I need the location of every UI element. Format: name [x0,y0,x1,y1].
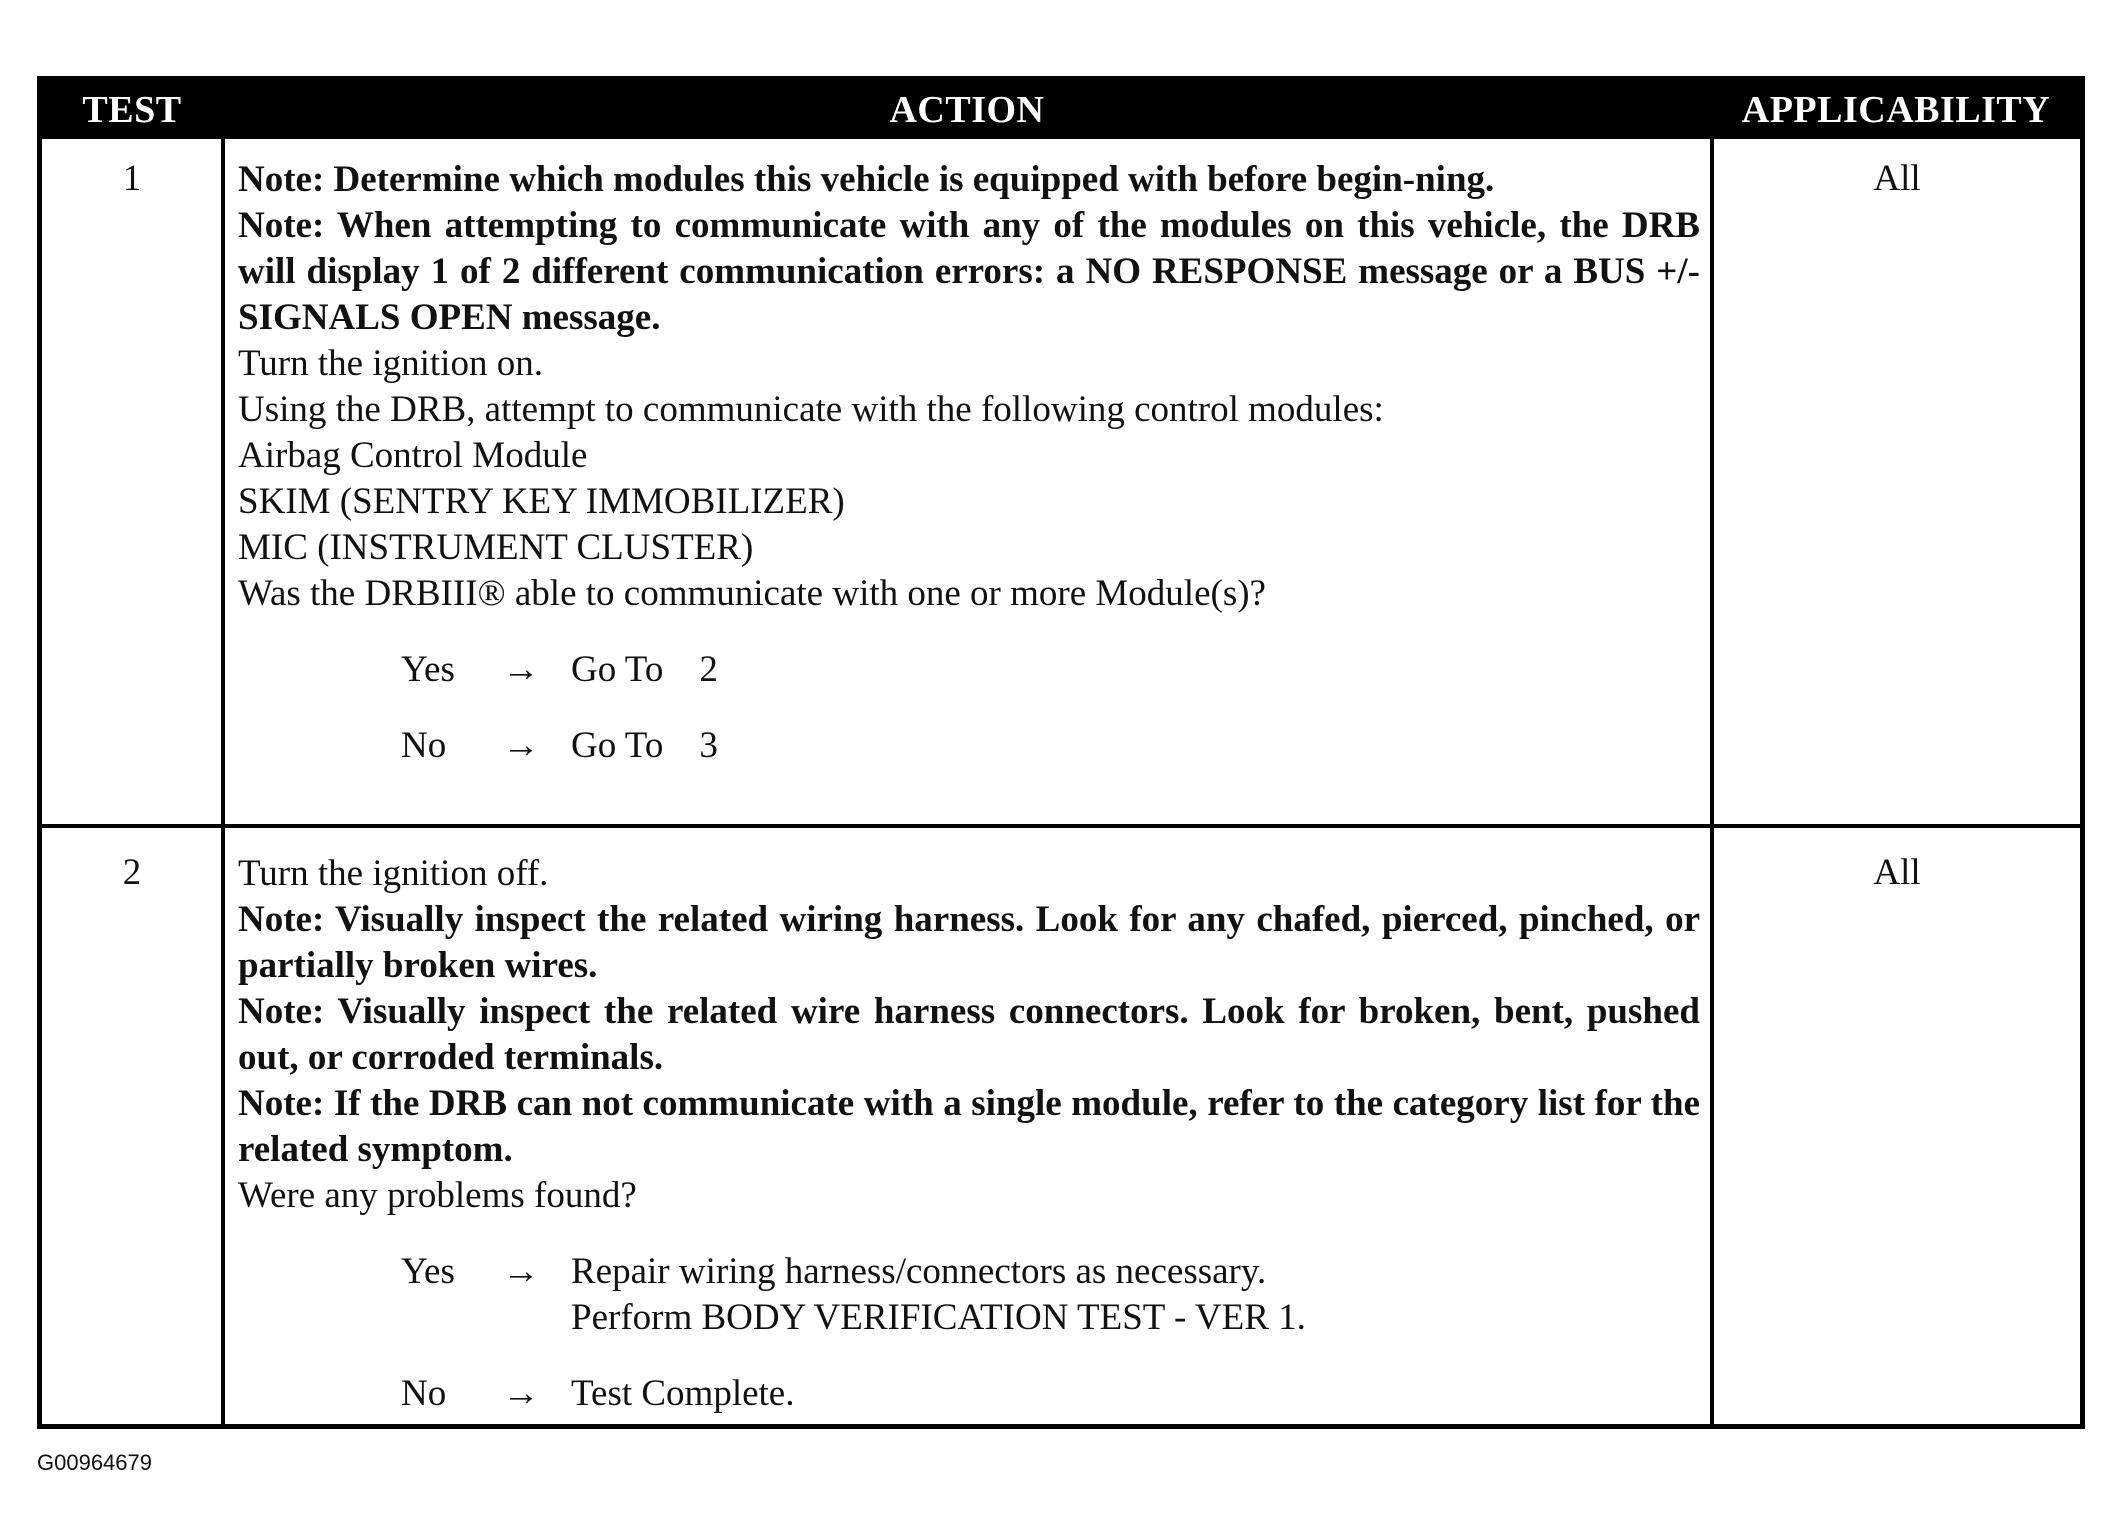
answer-label: Yes [401,1251,455,1292]
applicability-value: All [1873,158,1921,199]
instruction-text: Turn the ignition on. [238,343,543,384]
figure-id: G00964679 [37,1450,152,1475]
column-divider [1710,139,1714,1424]
answer-list [238,1249,1700,1417]
repair-instruction: Repair wiring harness/connectors as necessary. [571,1251,1267,1292]
header-test: TEST [82,89,182,131]
question-text: Were any problems found? [238,1175,637,1216]
note-text: Note: Determine which modules this vehicle is equipped with before begin-ning. [238,159,1495,200]
right-arrow-icon: → [502,725,540,766]
right-arrow-icon: → [502,1373,540,1414]
note-text: Note: If the DRB can not communicate with a single module, refer to the category list for the related symptom. [238,1083,1700,1170]
test-number: 1 [122,158,142,199]
answer-action [571,723,1700,769]
answer-label: Yes [401,649,455,690]
module-name: MIC (INSTRUMENT CLUSTER) [238,527,754,568]
answer-yes [238,1249,1700,1341]
verification-instruction: Perform BODY VERIFICATION TEST - VER 1. [571,1297,1306,1338]
applicability-value: All [1873,852,1921,893]
goto-number: 2 [699,649,718,690]
note-text: Note: When attempting to communicate with any of the modules on this vehicle, the DRB will display 1 of 2 different communication errors: a NO RESPONSE message or a BUS +/- SIGNALS OPEN message. [238,205,1700,338]
answer-no [238,723,1700,769]
answer-yes [238,647,1700,693]
header-applicability: APPLICABILITY [1741,89,2051,131]
note-text: Note: Visually inspect the related wire harness connectors. Look for broken, bent, pushed out, or corroded terminals. [238,991,1700,1078]
right-arrow-icon: → [502,1251,540,1292]
question-text: Was the DRBIII® able to communicate with one or more Module(s)? [238,573,1266,614]
test-number: 2 [122,852,142,893]
answer-action [571,1249,1700,1341]
right-arrow-icon: → [502,649,540,690]
row-divider [42,824,2080,828]
column-divider [221,139,225,1424]
answer-no [238,1371,1700,1417]
diagnostic-test-table [37,76,2085,1429]
answer-label: No [401,1373,447,1414]
goto-number: 3 [699,725,718,766]
answer-label: No [401,725,447,766]
header-action: ACTION [889,89,1045,131]
instruction-text: Using the DRB, attempt to communicate with the following control modules: [238,389,1384,430]
answer-action: Test Complete. [571,1373,795,1414]
action-cell [238,157,1700,799]
goto-label: Go To [571,725,664,766]
module-name: SKIM (SENTRY KEY IMMOBILIZER) [238,481,845,522]
module-name: Airbag Control Module [238,435,588,476]
answer-list [238,647,1700,769]
instruction-text: Turn the ignition off. [238,853,549,894]
action-cell [238,851,1700,1447]
note-text: Note: Visually inspect the related wiring harness. Look for any chafed, pierced, pinched, or partially broken wires. [238,899,1700,986]
goto-label: Go To [571,649,664,690]
answer-action [571,647,1700,693]
table-header [42,81,2080,139]
